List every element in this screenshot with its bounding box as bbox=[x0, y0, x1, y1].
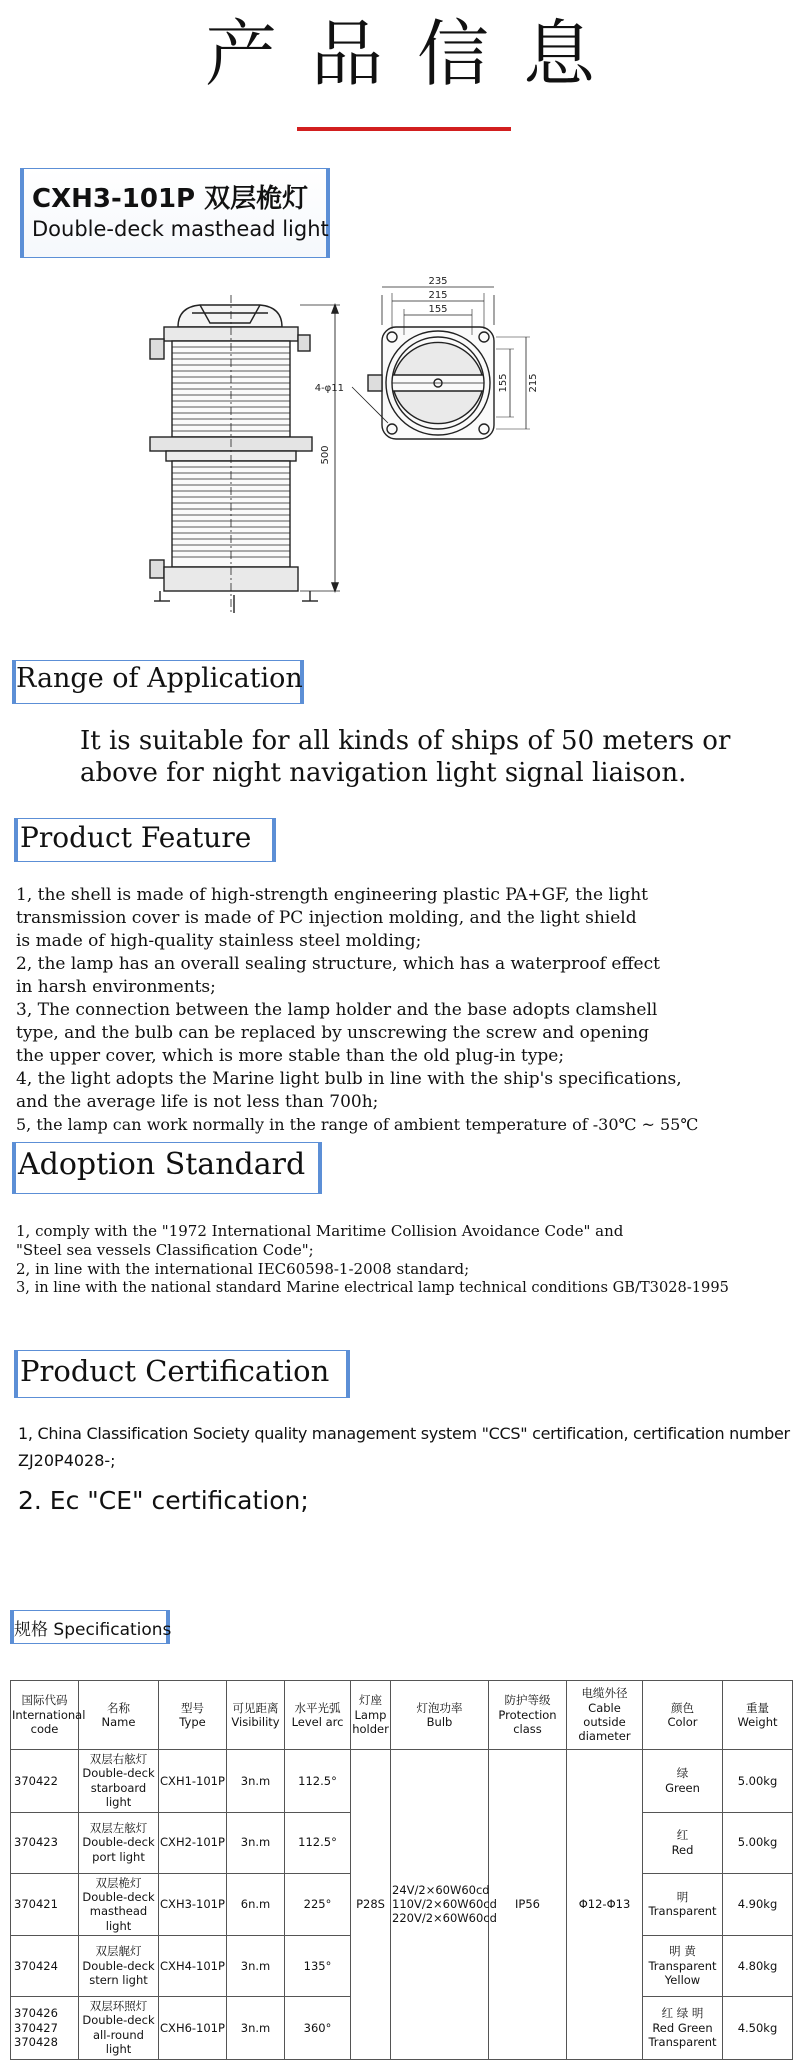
feature-line-8: the upper cover, which is more stable than the old plug-in type; bbox=[16, 1046, 565, 1066]
cell-color: 绿 Green bbox=[643, 1750, 723, 1813]
dim-155-label: 155 bbox=[428, 304, 448, 315]
standard-line-2: "Steel sea vessels Classification Code"; bbox=[16, 1241, 314, 1259]
col-header-bulb: 灯泡功率 Bulb bbox=[391, 1681, 489, 1750]
cell-arc: 112.5° bbox=[285, 1812, 351, 1873]
cell-code: 370424 bbox=[11, 1936, 79, 1997]
dim-235-label: 235 bbox=[428, 276, 448, 287]
cell-color: 明 黄 Transparent Yellow bbox=[643, 1936, 723, 1997]
certification-heading: Product Certification bbox=[20, 1354, 330, 1388]
cell-weight: 5.00kg bbox=[723, 1812, 793, 1873]
col-header-code: 国际代码 International code bbox=[11, 1681, 79, 1750]
cell-type: CXH3-101P bbox=[159, 1873, 227, 1936]
col-header-name: 名称 Name bbox=[79, 1681, 159, 1750]
cell-arc: 225° bbox=[285, 1873, 351, 1936]
certification-line-2: 2. Ec "CE" certification; bbox=[18, 1486, 309, 1515]
cell-type: CXH2-101P bbox=[159, 1812, 227, 1873]
cell-name: 双层右舷灯 Double-deck starboard light bbox=[79, 1750, 159, 1813]
feature-line-1: 1, the shell is made of high-strength engineering plastic PA+GF, the light bbox=[16, 885, 648, 905]
lamp-elevation-drawing bbox=[150, 295, 340, 613]
table-row bbox=[11, 1750, 793, 1813]
cell-weight: 4.80kg bbox=[723, 1936, 793, 1997]
dim-height-label: 500 bbox=[320, 445, 331, 465]
cell-weight: 4.90kg bbox=[723, 1873, 793, 1936]
range-line-2: above for night navigation light signal liaison. bbox=[80, 758, 687, 788]
cell-code: 370422 bbox=[11, 1750, 79, 1813]
cell-arc: 360° bbox=[285, 1997, 351, 2060]
standard-line-3: 2, in line with the international IEC60598-1-2008 standard; bbox=[16, 1260, 470, 1278]
cell-name: 双层环照灯 Double-deck all-round light bbox=[79, 1997, 159, 2060]
dim-side-155-label: 155 bbox=[498, 373, 509, 393]
feature-line-3: is made of high-quality stainless steel molding; bbox=[16, 931, 422, 951]
cell-type: CXH6-101P bbox=[159, 1997, 227, 2060]
cell-type: CXH4-101P bbox=[159, 1936, 227, 1997]
title-underline bbox=[297, 127, 511, 131]
feature-heading: Product Feature bbox=[20, 821, 252, 854]
specs-heading: 规格 Specifications bbox=[14, 1620, 172, 1640]
cell-weight: 5.00kg bbox=[723, 1750, 793, 1813]
cell-protection-shared: IP56 bbox=[489, 1750, 567, 2060]
cell-bulb-shared: 24V/2×60W60cd 110V/2×60W60cd 220V/2×60W60cd bbox=[391, 1750, 489, 2060]
standard-line-4: 3, in line with the national standard Marine electrical lamp technical conditions GB/T3028-1995 bbox=[16, 1279, 729, 1296]
range-line-1: It is suitable for all kinds of ships of 50 meters or bbox=[80, 726, 731, 756]
cell-name: 双层桅灯 Double-deck masthead light bbox=[79, 1873, 159, 1936]
cell-code: 370421 bbox=[11, 1873, 79, 1936]
page-title: 产品信息 bbox=[204, 12, 629, 96]
technical-drawing bbox=[130, 276, 670, 615]
col-header-type: 型号 Type bbox=[159, 1681, 227, 1750]
cell-weight: 4.50kg bbox=[723, 1997, 793, 2060]
cell-visibility: 3n.m bbox=[227, 1750, 285, 1813]
cell-visibility: 3n.m bbox=[227, 1812, 285, 1873]
feature-line-2: transmission cover is made of PC injection molding, and the light shield bbox=[16, 908, 637, 928]
feature-line-9: 4, the light adopts the Marine light bulb in line with the ship's specifications, bbox=[16, 1069, 682, 1089]
table-header-row bbox=[11, 1681, 793, 1750]
cell-type: CXH1-101P bbox=[159, 1750, 227, 1813]
col-header-arc: 水平光弧 Level arc bbox=[285, 1681, 351, 1750]
cell-name: 双层左舷灯 Double-deck port light bbox=[79, 1812, 159, 1873]
cell-visibility: 6n.m bbox=[227, 1873, 285, 1936]
cell-arc: 135° bbox=[285, 1936, 351, 1997]
standard-line-1: 1, comply with the "1972 International Maritime Collision Avoidance Code" and bbox=[16, 1222, 624, 1240]
cell-code: 370426 370427 370428 bbox=[11, 1997, 79, 2060]
model-subtitle: Double-deck masthead light bbox=[32, 217, 329, 241]
cell-cable-shared: Φ12-Φ13 bbox=[567, 1750, 643, 2060]
col-header-cable: 电缆外径 Cable outside diameter bbox=[567, 1681, 643, 1750]
cell-color: 红 Red bbox=[643, 1812, 723, 1873]
certification-line-1b: ZJ20P4028-; bbox=[18, 1451, 116, 1470]
feature-line-5: in harsh environments; bbox=[16, 977, 216, 997]
feature-line-11: 5, the lamp can work normally in the range of ambient temperature of -30℃ ~ 55℃ bbox=[16, 1115, 699, 1134]
feature-line-4: 2, the lamp has an overall sealing structure, which has a waterproof effect bbox=[16, 954, 660, 974]
cell-holder-shared: P28S bbox=[351, 1750, 391, 2060]
standard-heading: Adoption Standard bbox=[18, 1147, 306, 1182]
hole-label: 4-φ11 bbox=[314, 383, 344, 394]
cell-code: 370423 bbox=[11, 1812, 79, 1873]
col-header-visibility: 可见距离 Visibility bbox=[227, 1681, 285, 1750]
feature-line-10: and the average life is not less than 700h; bbox=[16, 1092, 379, 1112]
col-header-color: 颜色 Color bbox=[643, 1681, 723, 1750]
col-header-holder: 灯座 Lamp holder bbox=[351, 1681, 391, 1750]
range-heading: Range of Application bbox=[16, 663, 303, 694]
certification-line-1a: 1, China Classification Society quality management system "CCS" certification, certification number bbox=[18, 1424, 790, 1443]
dim-215-label: 215 bbox=[428, 290, 448, 301]
cell-visibility: 3n.m bbox=[227, 1997, 285, 2060]
feature-line-7: type, and the bulb can be replaced by unscrewing the screw and opening bbox=[16, 1023, 650, 1043]
model-title: CXH3-101P 双层桅灯 bbox=[32, 184, 309, 214]
col-header-weight: 重量 Weight bbox=[723, 1681, 793, 1750]
cell-name: 双层艉灯 Double-deck stern light bbox=[79, 1936, 159, 1997]
cell-arc: 112.5° bbox=[285, 1750, 351, 1813]
cell-color: 明 Transparent bbox=[643, 1873, 723, 1936]
cell-color: 红 绿 明 Red Green Transparent bbox=[643, 1997, 723, 2060]
col-header-protection: 防护等级 Protection class bbox=[489, 1681, 567, 1750]
cell-visibility: 3n.m bbox=[227, 1936, 285, 1997]
dim-side-215-label: 215 bbox=[528, 373, 539, 393]
specifications-table bbox=[10, 1680, 793, 2060]
feature-line-6: 3, The connection between the lamp holder and the base adopts clamshell bbox=[16, 1000, 658, 1020]
